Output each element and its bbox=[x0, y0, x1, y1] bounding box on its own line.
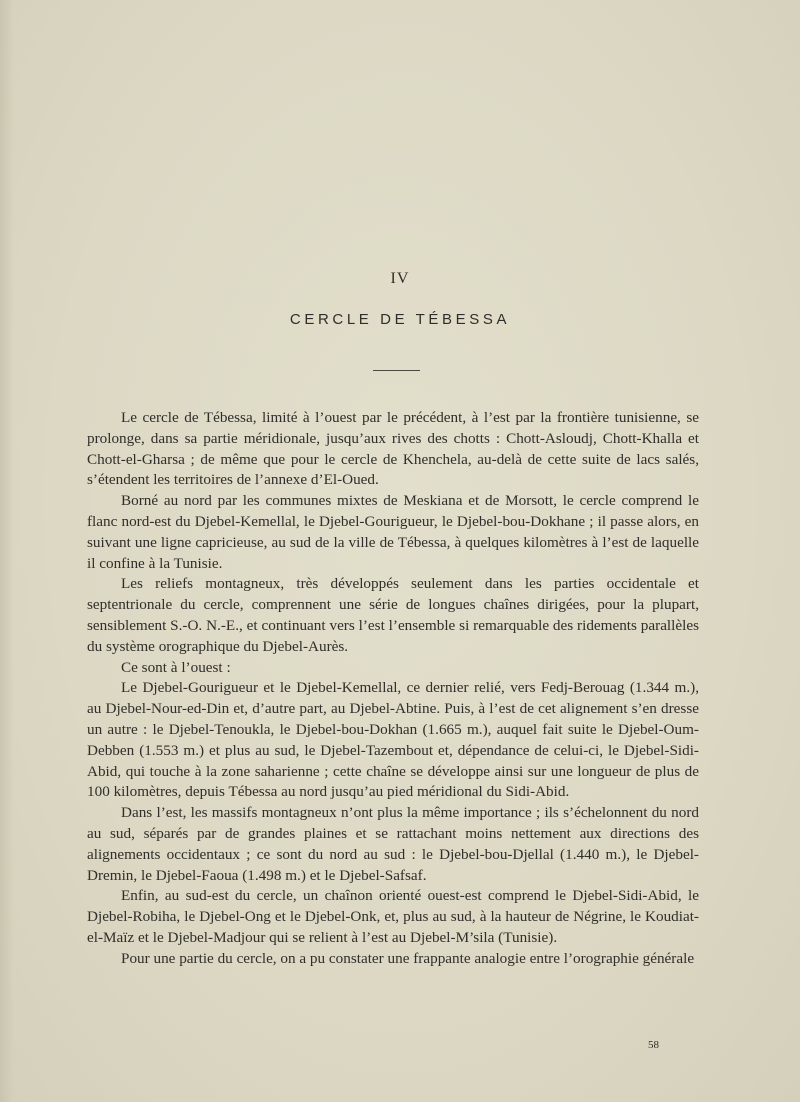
page-edge-shadow bbox=[0, 0, 14, 1102]
paragraph: Les reliefs montagneux, très développés seulement dans les parties occidentale et septentrionale du cercle, comprennent une série de longues chaînes dirigées, pour la plupart, sensiblement S.-O. N.-E., et continuant vers l’est l’ensemble si remarquable des ridements parallèles du système orographique du Djebel-Aurès. bbox=[87, 575, 699, 655]
paragraph: Dans l’est, les massifs montagneux n’ont plus la même importance ; ils s’échelonnent du nord au sud, séparés par de grandes plaines et se rattachant moins nettement aux directions des alignements occidentaux ; ce sont du nord au sud : le Djebel-bou-Djellal (1.440 m.), le Djebel-Dremin, le Djebel-Faoua (1.498 m.) et le Djebel-Safsaf. bbox=[87, 804, 699, 884]
title-rule bbox=[373, 370, 420, 371]
paragraph: Le Djebel-Gourigueur et le Djebel-Kemellal, ce dernier relié, vers Fedj-Berouag (1.344 m.), au Djebel-Nour-ed-Din et, d’autre part, au Djebel-Abtine. Puis, à l’est de cet alignement s’en dresse un autre : le Djebel-Tenoukla, le Djebel-bou-Dokhan (1.665 m.), auquel fait suite le Djebel-Oum-Debben (1.553 m.) et plus au sud, le Djebel-Tazembout et, dépendance de celui-ci, le Djebel-Sidi-Abid, qui touche à la zone saharienne ; cette chaîne se développe ainsi sur une longueur de plus de 100 kilomètres, depuis Tébessa au nord jusqu’au pied méridional du Sidi-Abid. bbox=[87, 679, 699, 801]
page-number: 58 bbox=[648, 1039, 659, 1051]
section-title: CERCLE DE TÉBESSA bbox=[289, 311, 511, 328]
paragraph: Borné au nord par les communes mixtes de Meskiana et de Morsott, le cercle comprend le flanc nord-est du Djebel-Kemellal, le Djebel-Gourigueur, le Djebel-bou-Dokhane ; il passe alors, en suivant une ligne capricieuse, au sud de la ville de Tébessa, à quelques kilomètres à l’est de laquelle il confine à la Tunisie. bbox=[87, 492, 699, 572]
body-text bbox=[87, 408, 699, 970]
paragraph: Ce sont à l’ouest : bbox=[121, 658, 231, 676]
paragraph: Le cercle de Tébessa, limité à l’ouest par le précédent, à l’est par la frontière tunisienne, se prolonge, dans sa partie méridionale, jusqu’aux rives des chotts : Chott-Asloudj, Chott-Khalla et Chott-el-Gharsa ; de même que pour le cercle de Khenchela, au-delà de cette suite de lacs salés, s’étendent les territoires de l’annexe d’El-Oued. bbox=[87, 409, 699, 489]
section-number: IV bbox=[390, 270, 410, 287]
paragraph: Pour une partie du cercle, on a pu constater une frappante analogie entre l’orographie générale bbox=[121, 949, 695, 967]
paragraph: Enfin, au sud-est du cercle, un chaînon orienté ouest-est comprend le Djebel-Sidi-Abid, le Djebel-Robiha, le Djebel-Ong et le Djebel-Onk, et, plus au sud, à la hauteur de Négrine, le Koudiat-el-Maïz et le Djebel-Madjour qui se relient à l’est au Djebel-M’sila (Tunisie). bbox=[87, 887, 699, 946]
